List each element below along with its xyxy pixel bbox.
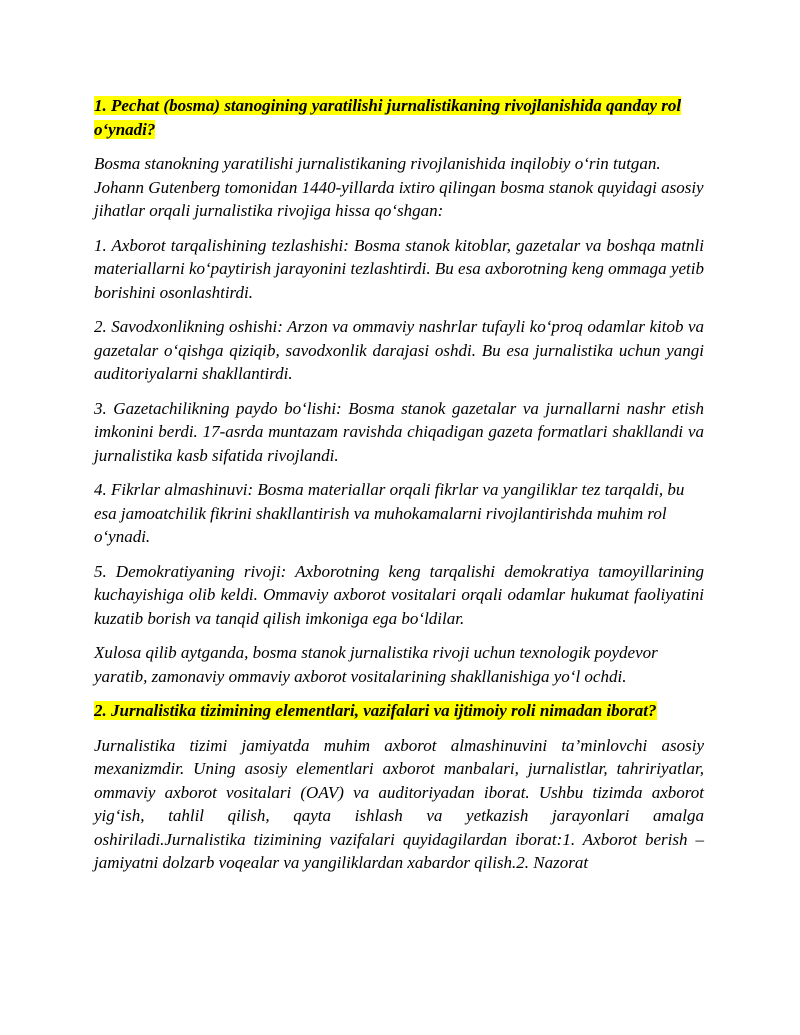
question-1-highlight: 1. Pechat (bosma) stanogining yaratilishi jurnalistikaning rivojlanishida qanday rol o‘ynadi?: [94, 96, 682, 139]
document-page: [94, 94, 704, 886]
section-1-point-3: 3. Gazetachilikning paydo bo‘lishi: Bosma stanok gazetalar va jurnallarni nashr etish imkonini berdi. 17-asrda muntazam ravishda chiqadigan gazeta formatlari shakllandi va jurnalistika kasb sifatida rivojlandi.: [94, 398, 704, 465]
section-1-point-1: 1. Axborot tarqalishining tezlashishi: Bosma stanok kitoblar, gazetalar va boshqa matnli materiallarni ko‘paytirish jarayonini tezlashtirdi. Bu esa axborotning keng ommaga yetib borishini osonlashtirdi.: [94, 235, 704, 302]
section-1-point-2: 2. Savodxonlikning oshishi: Arzon va ommaviy nashrlar tufayli ko‘proq odamlar kitob va gazetalar o‘qishga qiziqib, savodxonlik darajasi oshdi. Bu esa jurnalistika uchun yangi auditoriyalarni shakllantirdi.: [94, 317, 704, 383]
question-1-heading: [94, 94, 704, 141]
section-2-body: Jurnalistika tizimi jamiyatda muhim axborot almashinuvini ta’minlovchi asosiy mexanizmdir. Uning asosiy elementlari axborot manbalari, jurnalistlar, tahririyatlar, ommaviy axborot vositalari (OAV) va auditoriyadan iborat. Ushbu tizimda axborot yig‘ish, tahlil qilish, qayta ishlash va yetkazish jarayonlari amalga oshiriladi.Jurnalistika tizimining vazifalari quyidagilardan iborat:1. Axborot berish – jamiyatni dolzarb voqealar va yangiliklardan xabardor qilish.2. Nazorat: [94, 735, 704, 872]
question-2-heading: [94, 699, 704, 723]
section-1-conclusion: Xulosa qilib aytganda, bosma stanok jurnalistika rivoji uchun texnologik poydevor yaratib, zamonaviy ommaviy axborot vositalarining shakllanishiga yo‘l ochdi.: [94, 643, 658, 686]
section-1-intro: Bosma stanokning yaratilishi jurnalistikaning rivojlanishida inqilobiy o‘rin tutgan. Johann Gutenberg tomonidan 1440-yillarda ixtiro qilingan bosma stanok quyidagi asosiy jihatlar orqali jurnalistika rivojiga hissa qo‘shgan:: [94, 154, 704, 220]
section-1-point-5: 5. Demokratiyaning rivoji: Axborotning keng tarqalishi demokratiya tamoyillarining kuchayishiga olib keldi. Ommaviy axborot vositalari orqali odamlar hukumat faoliyatini kuzatib borish va tanqid qilish imkoniga ega bo‘ldilar.: [94, 561, 704, 628]
question-2-highlight: 2. Jurnalistika tizimining elementlari, vazifalari va ijtimoiy roli nimadan iborat?: [94, 701, 657, 720]
section-1-point-4: 4. Fikrlar almashinuvi: Bosma materiallar orqali fikrlar va yangiliklar tez tarqaldi, bu esa jamoatchilik fikrini shakllantirish va muhokamalarni rivojlantirishda muhim rol o‘ynadi.: [94, 480, 685, 546]
